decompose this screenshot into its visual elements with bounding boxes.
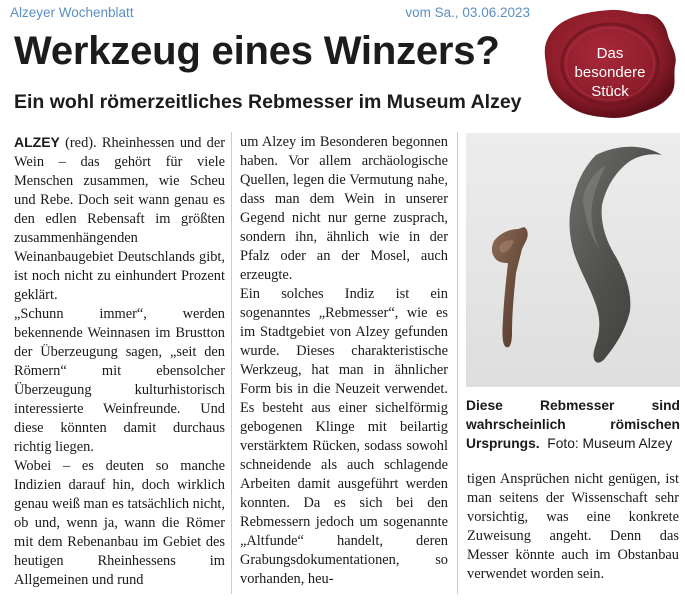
- photo-caption: [466, 396, 680, 453]
- paragraph: Ein solches Indiz ist ein sogenanntes „Rebmesser“, wie es im Stadtgebiet von Alzey gefunden wurde. Dieses charakteristische Werkzeug, hat man in ähnlicher Form bis in die Neuzeit verwendet. Es besteht aus einer sichelförmig gebogenen Klinge mit beilartig verstärktem Rücken, sodass sowohl schneidende als auch schlagende Arbeiten damit ausgeführt werden konnten. Da es sich bei den Rebmessern jedoch um sogenannte „Altfunde“ handelt, deren Grabungsdokumentationen, so vorhanden, heu-: [240, 286, 448, 587]
- badge-line-3: Stück: [591, 83, 629, 100]
- paragraph: Wobei – es deuten so manche Indizien darauf hin, doch wirklich genau weiß man es tatsächlich nicht, ob und, wenn ja, wann die Römer mit dem Rebenanbau im Gebiet des heutigen Rheinhessens im Allgemeinen und rund: [14, 458, 225, 588]
- column-divider: [231, 132, 232, 594]
- paragraph-text: (red). Rheinhessen und der Wein – das gehört für viele Menschen zusammen, wie Scheu und Rebe. Doch seit wann genau es den edlen Rebensaft im größten zusammenhängenden Weinanbaugebiet Deutschlands gibt, ist noch nicht zu einhundert Prozent geklärt.: [14, 135, 225, 303]
- rebmesser-photo: [466, 133, 680, 387]
- paragraph: „Schunn immer“, werden bekennende Weinnasen im Brustton der Überzeugung sagen, „seit den Römern“ mit ebensolcher Überzeugung kulturhistorisch interessierte Weinfreunde. Und diese könnten damit durchaus richtig liegen.: [14, 306, 225, 455]
- paragraph: um Alzey im Besonderen begonnen haben. Vor allem archäologische Quellen, legen die Vermutung nahe, dass man dem Wein in unserer Gegend nicht nur gerne zusprach, sondern ihn, ähnlich wie in der Pfalz oder an der Mosel, auch erzeugte.: [240, 134, 448, 283]
- badge-line-1: Das: [596, 45, 624, 62]
- article-column-1: [14, 133, 225, 590]
- article-headline: Werkzeug eines Winzers?: [14, 29, 500, 73]
- wax-seal-badge: [540, 6, 680, 122]
- pruning-knife-artifact-image: [466, 133, 680, 387]
- badge-label: [540, 44, 680, 101]
- newspaper-name: Alzeyer Wochenblatt: [10, 5, 134, 20]
- paragraph: [14, 133, 225, 305]
- caption-text: Diese Rebmesser sind wahrscheinlich römischen Ursprungs.: [466, 398, 680, 451]
- article-column-2: [240, 133, 448, 589]
- column-divider: [457, 132, 458, 594]
- masthead: [10, 5, 530, 25]
- article-column-3: [467, 470, 679, 584]
- paragraph: tigen Ansprüchen nicht genügen, ist man seitens der Wissenschaft sehr vorsichtig, was eine konkrete Zuweisung angeht. Denn das Messer könnte auch im Obstanbau verwendet worden sein.: [467, 471, 679, 582]
- badge-line-2: besondere: [574, 64, 646, 81]
- article-subheadline: Ein wohl römerzeitliches Rebmesser im Museum Alzey: [14, 91, 522, 113]
- publication-date: vom Sa., 03.06.2023: [405, 5, 530, 20]
- dateline: ALZEY: [14, 134, 60, 150]
- photo-credit: Foto: Museum Alzey: [547, 436, 673, 451]
